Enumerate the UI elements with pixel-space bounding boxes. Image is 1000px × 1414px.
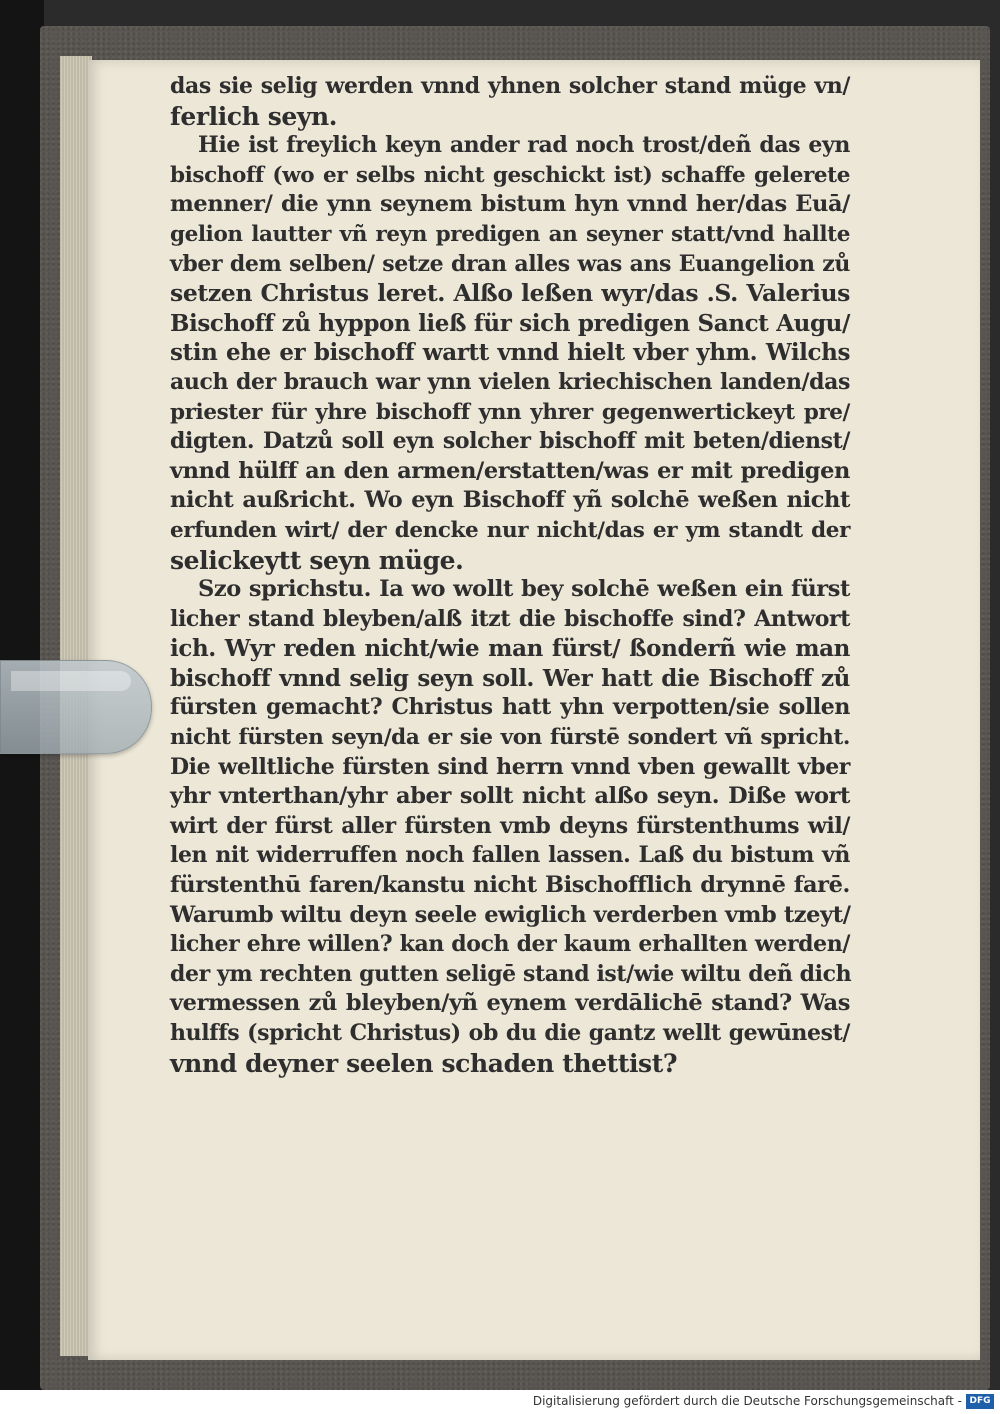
text-line: nicht außricht. Wo eyn Bischoff yñ solchē weßen nicht [170,487,850,514]
text-line: vermessen zů bleyben/yñ eynem verdālichē stand? Was [170,990,850,1017]
text-line: gelion lautter vñ reyn predigen an seyner statt/vnd hallte [170,221,850,247]
text-line: digten. Datzů soll eyn solcher bischoff mit beten/dienst/ [170,428,850,455]
text-line: wirt der fürst aller fürsten vmb deyns fürstenthums wil/ [170,812,850,839]
text-line: fürsten gemacht? Christus hatt yhn verpotten/sie sollen [170,694,850,721]
text-line: menner/ die ynn seynem bistum hyn vnnd her/das Euā/ [170,191,850,218]
text-line: stin ehe er bischoff wartt vnnd hielt vber yhm. Wilchs [170,339,850,367]
text-line: das sie selig werden vnnd yhnen solcher stand müge vn/ [170,73,850,99]
text-line: yhr vnterthan/yhr aber sollt nicht alßo seyn. Diße wort [170,783,850,810]
text-line: vber dem selben/ setze dran alles was ans Euangelion zů [170,250,850,277]
text-line: Die welltliche fürsten sind herrn vnnd vben gewallt vber [170,753,850,780]
text-line: nicht fürsten seyn/da er sie von fürstē sondert vñ spricht. [170,725,850,751]
page-text [170,72,850,1078]
text-line: priester für yhre bischoff ynn yhrer gegenwertickeyt pre/ [170,399,850,425]
dfg-logo-icon: DFG [966,1394,994,1409]
text-line: bischoff (wo er selbs nicht geschickt ist) schaffe gelerete [170,162,850,188]
text-line: bischoff vnnd selig seyn soll. Wer hatt die Bischoff zů [170,664,850,692]
text-line: licher stand bleyben/alß itzt die bischoffe sind? Antwort [170,605,850,632]
text-line: setzen Christus leret. Alßo leßen wyr/das .S. Valerius [170,279,850,308]
text-line: ich. Wyr reden nicht/wie man fürst/ ßonderñ wie man [170,635,850,663]
text-line: fürstenthū faren/kanstu nicht Bischofflich drynnē farē. [170,872,850,899]
text-line: Szo sprichstu. Ia wo wollt bey solchē weßen ein fürst [198,576,850,603]
text-line: Hie ist freylich keyn ander rad noch trost/deñ das eyn [198,132,850,159]
text-line: vnnd hülff an den armen/erstatten/was er mit predigen [170,457,850,484]
text-line: hulffs (spricht Christus) ob du die gantz wellt gewūnest/ [170,1020,850,1046]
bookmark-clip [0,660,152,754]
text-line: selickeytt seyn müge. [170,545,464,575]
text-line: Bischoff zů hyppon ließ für sich predigen Sanct Augu/ [170,309,850,337]
text-line: vnnd deyner seelen schaden thettist? [170,1048,678,1078]
text-line: ferlich seyn. [170,101,338,131]
text-line: der ym rechten gutten seligē stand ist/wie wiltu deñ dich [170,960,852,987]
text-line: auch der brauch war ynn vielen kriechischen landen/das [170,368,850,395]
text-line: len nit widerruffen noch fallen lassen. Laß du bistum vñ [170,842,850,869]
footer [0,1390,1000,1414]
footer-credit: Digitalisierung gefördert durch die Deutsche Forschungsgemeinschaft - [532,1394,962,1408]
text-line: erfunden wirt/ der dencke nur nicht/das er ym standt der [170,517,850,543]
text-line: Warumb wiltu deyn seele ewiglich verderben vmb tzeyt/ [170,901,851,928]
text-line: licher ehre willen? kan doch der kaum erhallten werden/ [170,931,850,958]
